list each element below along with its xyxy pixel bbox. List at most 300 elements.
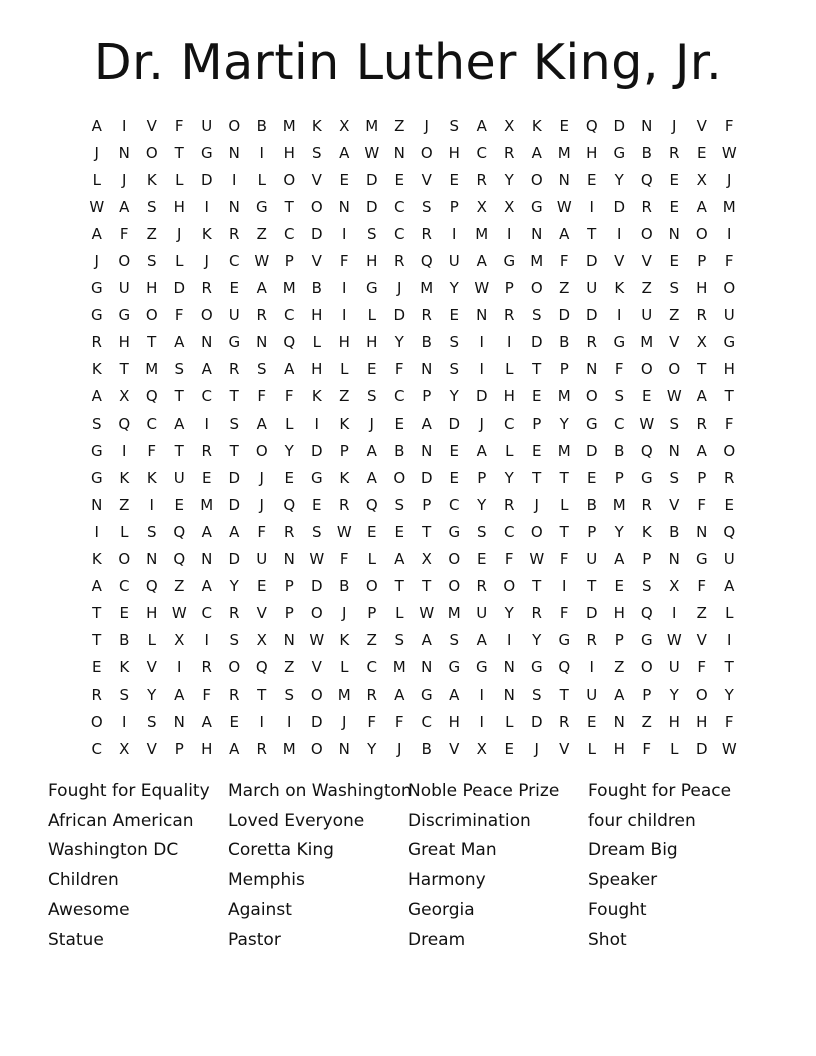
grid-letter: V	[559, 739, 570, 758]
grid-letter: O	[723, 441, 736, 460]
grid-letter: R	[641, 495, 652, 514]
grid-letter: Y	[367, 739, 377, 758]
grid-letter: E	[449, 306, 459, 325]
grid-letter: L	[312, 333, 321, 352]
grid-letter: E	[394, 170, 404, 189]
grid-letter: A	[559, 224, 570, 243]
grid-letter: E	[92, 658, 102, 677]
grid-letter: M	[475, 224, 489, 243]
grid-letter: S	[256, 360, 267, 379]
grid-letter: W	[529, 550, 545, 569]
grid-letter: J	[424, 116, 429, 135]
grid-letter: T	[174, 387, 184, 406]
grid-letter: P	[339, 441, 349, 460]
grid-letter: S	[146, 252, 157, 271]
grid-letter: O	[310, 739, 323, 758]
grid-letter: K	[119, 658, 130, 677]
grid-letter: S	[449, 333, 460, 352]
grid-letter: A	[256, 279, 267, 298]
grid-letter: F	[724, 252, 734, 271]
grid-letter: A	[174, 333, 185, 352]
grid-letter: P	[642, 685, 652, 704]
grid-letter: C	[284, 224, 295, 243]
grid-letter: L	[147, 631, 156, 650]
grid-letter: T	[229, 441, 239, 460]
grid-letter: B	[559, 333, 570, 352]
grid-letter: F	[614, 360, 624, 379]
grid-letter: P	[284, 252, 294, 271]
grid-letter: L	[92, 170, 101, 189]
grid-letter: E	[367, 522, 377, 541]
grid-letter: V	[256, 604, 267, 623]
grid-letter: J	[122, 170, 127, 189]
grid-letter: R	[531, 604, 542, 623]
grid-letter: S	[531, 685, 542, 704]
grid-letter: E	[532, 387, 542, 406]
grid-letter: M	[557, 441, 571, 460]
grid-letter: S	[229, 414, 240, 433]
grid-letter: Y	[669, 685, 679, 704]
grid-letter: R	[696, 306, 707, 325]
grid-letter: W	[639, 414, 655, 433]
grid-letter: T	[724, 387, 734, 406]
grid-letter: G	[530, 658, 543, 677]
grid-letter: K	[146, 468, 157, 487]
grid-letter: W	[309, 631, 325, 650]
grid-letter: A	[476, 631, 487, 650]
grid-letter: Q	[145, 387, 158, 406]
grid-letter: A	[394, 685, 405, 704]
grid-letter: M	[365, 116, 379, 135]
grid-letter: V	[146, 658, 157, 677]
grid-letter: D	[173, 279, 186, 298]
grid-letter: G	[613, 143, 626, 162]
grid-letter: S	[531, 306, 542, 325]
grid-row	[83, 329, 743, 356]
grid-letter: T	[147, 333, 157, 352]
grid-letter: G	[475, 658, 488, 677]
grid-letter: R	[229, 360, 240, 379]
grid-letter: G	[255, 197, 268, 216]
grid-row	[83, 708, 743, 735]
grid-letter: L	[725, 604, 734, 623]
grid-letter: G	[118, 306, 131, 325]
grid-letter: H	[366, 333, 378, 352]
grid-letter: H	[448, 712, 460, 731]
grid-letter: L	[395, 604, 404, 623]
grid-letter: C	[504, 522, 515, 541]
grid-letter: A	[284, 360, 295, 379]
grid-letter: Z	[641, 279, 652, 298]
grid-letter: B	[339, 577, 350, 596]
grid-letter: T	[394, 577, 404, 596]
grid-letter: D	[365, 197, 378, 216]
grid-letter: B	[641, 143, 652, 162]
grid-letter: A	[724, 577, 735, 596]
grid-letter: H	[503, 387, 515, 406]
grid-letter: J	[534, 495, 539, 514]
grid-letter: E	[724, 495, 734, 514]
grid-letter: L	[340, 658, 349, 677]
grid-letter: U	[723, 306, 735, 325]
grid-letter: G	[448, 658, 461, 677]
grid-letter: D	[448, 414, 461, 433]
grid-letter: X	[476, 739, 487, 758]
grid-letter: A	[201, 522, 212, 541]
grid-letter: J	[479, 414, 484, 433]
grid-letter: U	[586, 279, 598, 298]
word-list-item: Shot	[588, 929, 627, 950]
grid-letter: O	[640, 658, 653, 677]
grid-letter: B	[421, 333, 432, 352]
grid-letter: Y	[477, 495, 487, 514]
grid-letter: A	[229, 522, 240, 541]
grid-letter: C	[119, 577, 130, 596]
grid-letter: R	[366, 685, 377, 704]
grid-letter: F	[119, 224, 129, 243]
grid-letter: D	[365, 170, 378, 189]
grid-letter: I	[507, 631, 512, 650]
grid-letter: O	[118, 252, 131, 271]
grid-row	[83, 437, 743, 464]
grid-letter: X	[421, 550, 432, 569]
grid-letter: C	[449, 495, 460, 514]
grid-letter: D	[613, 116, 626, 135]
grid-letter: E	[339, 170, 349, 189]
grid-letter: N	[421, 658, 433, 677]
grid-letter: H	[146, 604, 158, 623]
grid-letter: J	[94, 252, 99, 271]
grid-letter: O	[90, 712, 103, 731]
grid-letter: T	[559, 468, 569, 487]
grid-letter: F	[202, 685, 212, 704]
grid-letter: I	[727, 631, 732, 650]
grid-letter: N	[421, 441, 433, 460]
grid-letter: S	[641, 577, 652, 596]
grid-letter: R	[339, 495, 350, 514]
grid-letter: A	[201, 577, 212, 596]
word-list-item: Georgia	[408, 900, 475, 921]
grid-letter: A	[91, 387, 102, 406]
grid-letter: M	[557, 387, 571, 406]
word-list-item: Against	[228, 900, 292, 921]
grid-letter: E	[559, 116, 569, 135]
grid-letter: G	[448, 522, 461, 541]
grid-letter: K	[91, 360, 102, 379]
grid-letter: G	[613, 333, 626, 352]
grid-letter: Z	[394, 116, 405, 135]
grid-letter: G	[585, 414, 598, 433]
grid-letter: A	[201, 712, 212, 731]
grid-letter: T	[422, 577, 432, 596]
grid-letter: U	[641, 306, 653, 325]
grid-letter: R	[229, 685, 240, 704]
grid-letter: E	[532, 441, 542, 460]
grid-letter: P	[284, 604, 294, 623]
grid-letter: J	[397, 739, 402, 758]
grid-letter: U	[723, 550, 735, 569]
grid-letter: S	[174, 360, 185, 379]
grid-letter: P	[642, 550, 652, 569]
grid-letter: Y	[449, 279, 459, 298]
grid-letter: C	[394, 197, 405, 216]
grid-letter: N	[228, 143, 240, 162]
grid-letter: U	[476, 604, 488, 623]
grid-letter: I	[452, 224, 457, 243]
grid-letter: F	[174, 306, 184, 325]
grid-letter: R	[504, 495, 515, 514]
grid-letter: Q	[283, 495, 296, 514]
grid-letter: R	[641, 197, 652, 216]
grid-letter: X	[174, 631, 185, 650]
grid-letter: L	[560, 495, 569, 514]
grid-letter: G	[90, 279, 103, 298]
grid-row	[83, 464, 743, 491]
grid-letter: R	[476, 577, 487, 596]
grid-letter: S	[449, 360, 460, 379]
grid-letter: I	[287, 712, 292, 731]
grid-letter: D	[585, 604, 598, 623]
grid-letter: Q	[420, 252, 433, 271]
grid-letter: C	[504, 414, 515, 433]
grid-letter: J	[177, 224, 182, 243]
grid-letter: N	[503, 685, 515, 704]
grid-letter: F	[367, 712, 377, 731]
grid-letter: A	[256, 414, 267, 433]
grid-row	[83, 193, 743, 220]
grid-letter: I	[204, 631, 209, 650]
grid-letter: I	[204, 197, 209, 216]
grid-letter: I	[672, 604, 677, 623]
grid-letter: C	[91, 739, 102, 758]
grid-letter: R	[421, 306, 432, 325]
grid-letter: E	[669, 170, 679, 189]
grid-letter: S	[311, 143, 322, 162]
grid-letter: S	[421, 197, 432, 216]
grid-letter: K	[339, 414, 350, 433]
grid-letter: X	[696, 170, 707, 189]
grid-letter: Z	[256, 224, 267, 243]
grid-letter: B	[669, 522, 680, 541]
grid-letter: G	[90, 306, 103, 325]
grid-letter: P	[504, 279, 514, 298]
grid-letter: Z	[696, 604, 707, 623]
grid-letter: J	[259, 495, 264, 514]
grid-letter: W	[171, 604, 187, 623]
grid-letter: N	[256, 333, 268, 352]
grid-letter: A	[614, 550, 625, 569]
grid-letter: Y	[614, 522, 624, 541]
grid-letter: N	[146, 550, 158, 569]
grid-letter: T	[724, 658, 734, 677]
grid-letter: W	[254, 252, 270, 271]
grid-letter: L	[505, 360, 514, 379]
grid-letter: G	[90, 468, 103, 487]
grid-letter: O	[530, 279, 543, 298]
grid-letter: H	[586, 143, 598, 162]
grid-letter: G	[228, 333, 241, 352]
word-list-item: Fought for Equality	[48, 780, 210, 801]
grid-letter: K	[91, 550, 102, 569]
grid-letter: K	[339, 631, 350, 650]
grid-letter: N	[228, 197, 240, 216]
grid-letter: O	[668, 360, 681, 379]
grid-letter: T	[532, 468, 542, 487]
grid-letter: W	[556, 197, 572, 216]
grid-letter: E	[449, 468, 459, 487]
word-list-item: Awesome	[48, 900, 130, 921]
grid-letter: L	[670, 739, 679, 758]
grid-letter: E	[449, 441, 459, 460]
grid-letter: X	[476, 197, 487, 216]
grid-letter: G	[530, 197, 543, 216]
grid-letter: V	[311, 252, 322, 271]
grid-letter: P	[697, 252, 707, 271]
grid-letter: V	[641, 252, 652, 271]
word-list-item: Dream	[408, 929, 466, 950]
grid-letter: H	[366, 252, 378, 271]
grid-letter: F	[174, 116, 184, 135]
grid-letter: P	[614, 468, 624, 487]
grid-letter: S	[366, 387, 377, 406]
grid-letter: U	[173, 468, 185, 487]
grid-letter: P	[449, 197, 459, 216]
grid-letter: O	[310, 604, 323, 623]
grid-letter: S	[146, 522, 157, 541]
grid-letter: V	[421, 170, 432, 189]
grid-letter: R	[669, 143, 680, 162]
grid-letter: D	[585, 306, 598, 325]
grid-letter: O	[200, 306, 213, 325]
grid-letter: D	[420, 468, 433, 487]
grid-letter: D	[393, 306, 406, 325]
grid-letter: B	[421, 739, 432, 758]
grid-letter: A	[91, 116, 102, 135]
grid-letter: P	[422, 495, 432, 514]
grid-letter: O	[145, 143, 158, 162]
grid-letter: A	[421, 631, 432, 650]
grid-letter: O	[530, 522, 543, 541]
word-list-item: Washington DC	[48, 840, 179, 861]
word-list-item: March on Washington	[228, 780, 412, 801]
grid-row	[83, 654, 743, 681]
grid-letter: G	[640, 468, 653, 487]
word-list-item: Coretta King	[228, 840, 334, 861]
grid-letter: P	[614, 631, 624, 650]
grid-letter: K	[531, 116, 542, 135]
grid-letter: N	[338, 197, 350, 216]
grid-letter: Q	[173, 522, 186, 541]
grid-letter: E	[642, 387, 652, 406]
grid-letter: F	[697, 658, 707, 677]
grid-letter: I	[342, 279, 347, 298]
grid-letter: Y	[284, 441, 294, 460]
grid-letter: Y	[147, 685, 157, 704]
grid-letter: R	[91, 333, 102, 352]
word-list-item: Fought	[588, 900, 647, 921]
grid-letter: O	[310, 685, 323, 704]
word-list-item: four children	[588, 810, 696, 831]
grid-letter: P	[559, 360, 569, 379]
grid-letter: I	[479, 333, 484, 352]
grid-letter: M	[420, 279, 434, 298]
grid-letter: X	[119, 739, 130, 758]
grid-letter: E	[669, 252, 679, 271]
grid-letter: F	[559, 550, 569, 569]
grid-letter: I	[479, 685, 484, 704]
grid-letter: C	[284, 306, 295, 325]
grid-letter: I	[562, 577, 567, 596]
grid-letter: F	[559, 604, 569, 623]
grid-letter: O	[255, 441, 268, 460]
grid-letter: X	[669, 577, 680, 596]
grid-letter: A	[201, 360, 212, 379]
grid-letter: D	[530, 712, 543, 731]
grid-letter: T	[174, 143, 184, 162]
grid-letter: Z	[174, 577, 185, 596]
grid-letter: V	[696, 116, 707, 135]
grid-letter: O	[228, 658, 241, 677]
grid-letter: I	[259, 712, 264, 731]
grid-letter: G	[310, 468, 323, 487]
grid-letter: E	[174, 495, 184, 514]
grid-letter: P	[477, 468, 487, 487]
grid-row	[83, 139, 743, 166]
grid-letter: V	[311, 658, 322, 677]
grid-letter: S	[449, 116, 460, 135]
grid-letter: X	[119, 387, 130, 406]
grid-letter: J	[672, 116, 677, 135]
grid-letter: D	[475, 387, 488, 406]
grid-letter: Q	[118, 414, 131, 433]
grid-letter: I	[122, 116, 127, 135]
grid-letter: E	[394, 414, 404, 433]
grid-letter: A	[696, 197, 707, 216]
grid-letter: N	[173, 712, 185, 731]
grid-letter: E	[669, 197, 679, 216]
grid-letter: M	[145, 360, 159, 379]
grid-letter: Z	[284, 658, 295, 677]
grid-letter: H	[173, 197, 185, 216]
grid-letter: D	[310, 224, 323, 243]
grid-letter: N	[641, 116, 653, 135]
grid-letter: F	[724, 712, 734, 731]
grid-letter: R	[229, 224, 240, 243]
grid-letter: K	[201, 224, 212, 243]
grid-letter: A	[366, 441, 377, 460]
grid-letter: R	[229, 604, 240, 623]
grid-letter: I	[314, 414, 319, 433]
word-list-item: Statue	[48, 929, 104, 950]
grid-letter: W	[336, 522, 352, 541]
grid-letter: N	[283, 631, 295, 650]
grid-letter: D	[228, 550, 241, 569]
grid-letter: A	[339, 143, 350, 162]
grid-letter: R	[256, 739, 267, 758]
grid-letter: B	[394, 441, 405, 460]
grid-letter: F	[504, 550, 514, 569]
grid-letter: J	[369, 414, 374, 433]
grid-letter: U	[586, 685, 598, 704]
grid-row	[83, 735, 743, 762]
grid-letter: I	[259, 143, 264, 162]
grid-letter: R	[421, 224, 432, 243]
grid-letter: J	[259, 468, 264, 487]
grid-letter: K	[311, 387, 322, 406]
grid-letter: E	[202, 468, 212, 487]
grid-letter: E	[614, 577, 624, 596]
grid-letter: N	[118, 143, 130, 162]
